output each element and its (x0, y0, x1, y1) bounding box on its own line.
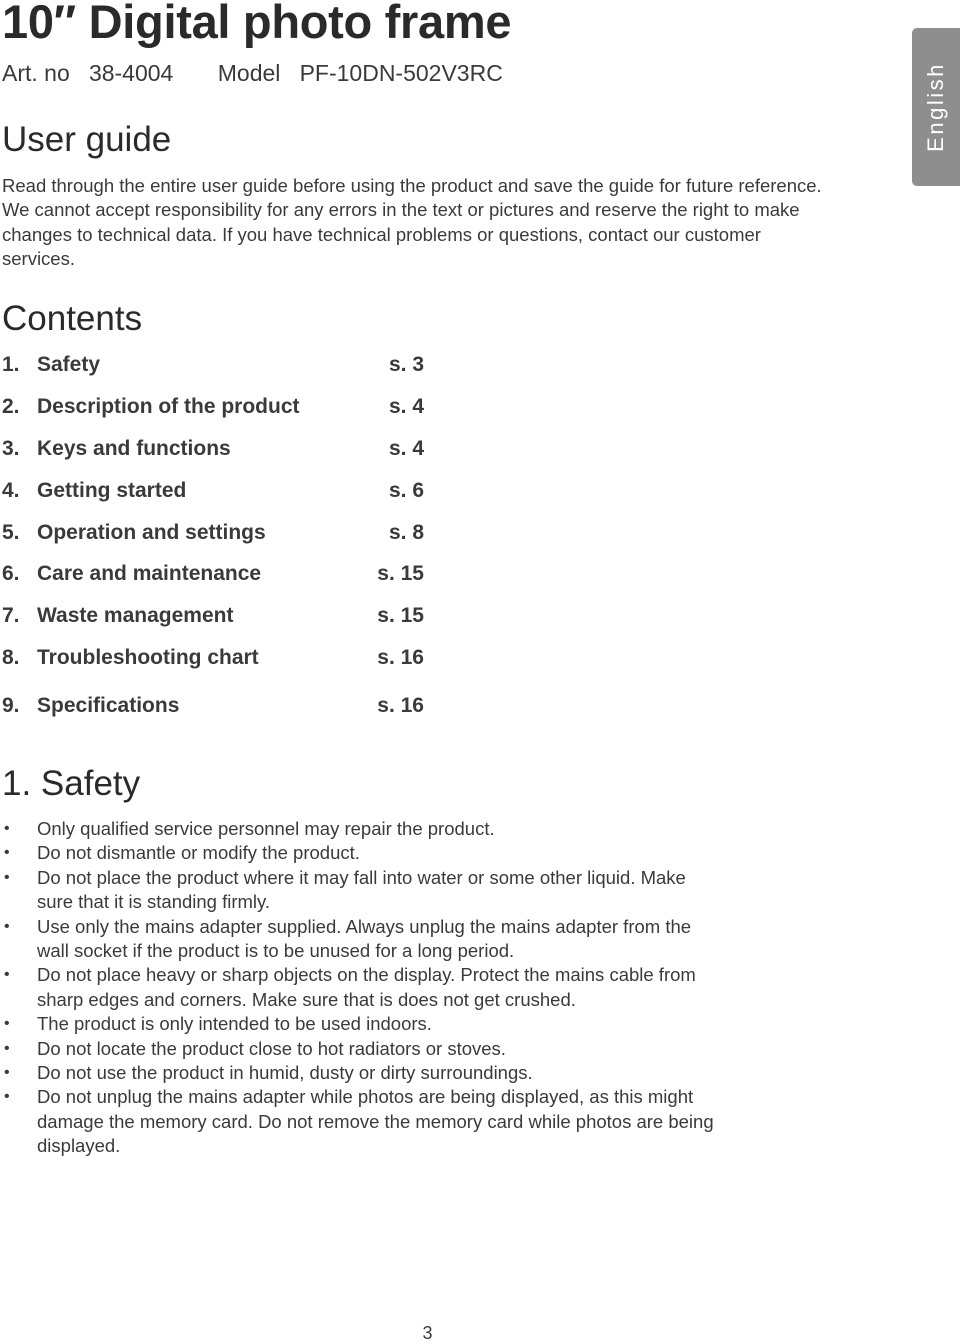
contents-item-page: s. 15 (377, 604, 424, 627)
contents-item (2, 479, 424, 509)
safety-item-text: Do not unplug the mains adapter while photos are being displayed, as this might damage the memory card. Do not remove the memory card while photos are being displayed. (37, 1086, 714, 1157)
contents-item (2, 562, 424, 592)
contents-item-page: s. 8 (388, 521, 424, 544)
bullet-icon: • (4, 1064, 10, 1082)
user-guide-heading: User guide (2, 120, 172, 159)
contents-item-page: s. 16 (377, 646, 424, 669)
contents-item-page: s. 4 (388, 395, 424, 418)
model-label: Model (217, 60, 281, 86)
safety-item-text: Do not place the product where it may fall into water or some other liquid. Make sure that it is standing firmly. (37, 866, 686, 913)
safety-item (0, 1012, 760, 1036)
contents-item-label: Waste management (37, 604, 234, 627)
contents-item-page: s. 6 (388, 479, 424, 502)
contents-item-page: s. 4 (388, 437, 424, 460)
contents-item-label: Getting started (37, 479, 187, 502)
contents-item-label: Description of the product (37, 395, 300, 418)
art-no-value: 38-4004 (88, 60, 174, 86)
safety-item (0, 1037, 760, 1061)
language-tab (912, 28, 960, 186)
contents-item-number: 2. (2, 395, 20, 418)
contents-item-number: 3. (2, 437, 20, 460)
safety-item (0, 963, 727, 1012)
contents-item-label: Keys and functions (37, 437, 231, 460)
contents-item-label: Troubleshooting chart (37, 646, 259, 669)
bullet-icon: • (4, 917, 10, 935)
safety-item-text: The product is only intended to be used indoors. (37, 1013, 432, 1035)
contents-item (2, 395, 424, 425)
contents-item-number: 9. (2, 694, 20, 717)
safety-heading: 1. Safety (2, 764, 141, 803)
safety-list (0, 817, 760, 1159)
intro-paragraph: Read through the entire user guide before using the product and save the guide for future reference. We cannot accept responsibility for any errors in the text or pictures and reserve the right to make changes to technical data. If you have technical problems or questions, contact our customer services. (2, 175, 822, 270)
page-number: 3 (422, 1323, 433, 1343)
safety-item (0, 1085, 717, 1158)
contents-item (2, 437, 424, 467)
safety-item (0, 841, 760, 865)
safety-item (0, 915, 727, 964)
contents-item-label: Safety (37, 353, 101, 376)
contents-item-label: Specifications (37, 694, 180, 717)
safety-item-text: Do not use the product in humid, dusty or dirty surroundings. (37, 1062, 533, 1084)
safety-item (0, 817, 760, 841)
safety-item-text: Only qualified service personnel may repair the product. (37, 818, 495, 839)
bullet-icon: • (4, 844, 10, 862)
bullet-icon: • (4, 868, 10, 886)
contents-item (2, 646, 424, 676)
bullet-icon: • (4, 1039, 10, 1057)
page-title: 10″ Digital photo frame (2, 0, 512, 48)
contents-heading: Contents (2, 299, 143, 338)
contents-item-number: 7. (2, 604, 20, 627)
contents-item-label: Care and maintenance (37, 562, 262, 585)
contents-item-number: 6. (2, 562, 20, 585)
safety-item-text: Do not place heavy or sharp objects on the display. Protect the mains cable from sharp edges and corners. Make sure that is does not get crushed. (37, 964, 696, 1010)
model-value: PF-10DN-502V3RC (299, 60, 503, 86)
contents-item (2, 521, 424, 551)
bullet-icon: • (4, 1088, 10, 1106)
contents-item (2, 604, 424, 634)
art-no-label: Art. no (2, 60, 70, 86)
safety-item-text: Do not locate the product close to hot radiators or stoves. (37, 1037, 506, 1059)
contents-item (2, 694, 424, 724)
contents-item-page: s. 15 (377, 562, 424, 585)
contents-item-label: Operation and settings (37, 521, 266, 544)
contents-item (2, 353, 424, 383)
contents-item-number: 8. (2, 646, 20, 669)
bullet-icon: • (4, 966, 10, 984)
article-model-line (2, 60, 503, 87)
safety-item-text: Use only the mains adapter supplied. Always unplug the mains adapter from the wall socket if the product is to be unused for a long period. (37, 915, 692, 962)
contents-item-number: 1. (2, 353, 20, 376)
contents-item-number: 4. (2, 479, 20, 502)
bullet-icon: • (4, 1015, 10, 1033)
safety-item (0, 1061, 760, 1085)
safety-item (0, 866, 697, 915)
contents-item-number: 5. (2, 521, 20, 544)
safety-item-text: Do not dismantle or modify the product. (37, 842, 360, 864)
bullet-icon: • (4, 820, 10, 837)
contents-item-page: s. 16 (377, 694, 424, 717)
language-tab-label: English (923, 62, 948, 152)
contents-item-page: s. 3 (388, 353, 424, 376)
